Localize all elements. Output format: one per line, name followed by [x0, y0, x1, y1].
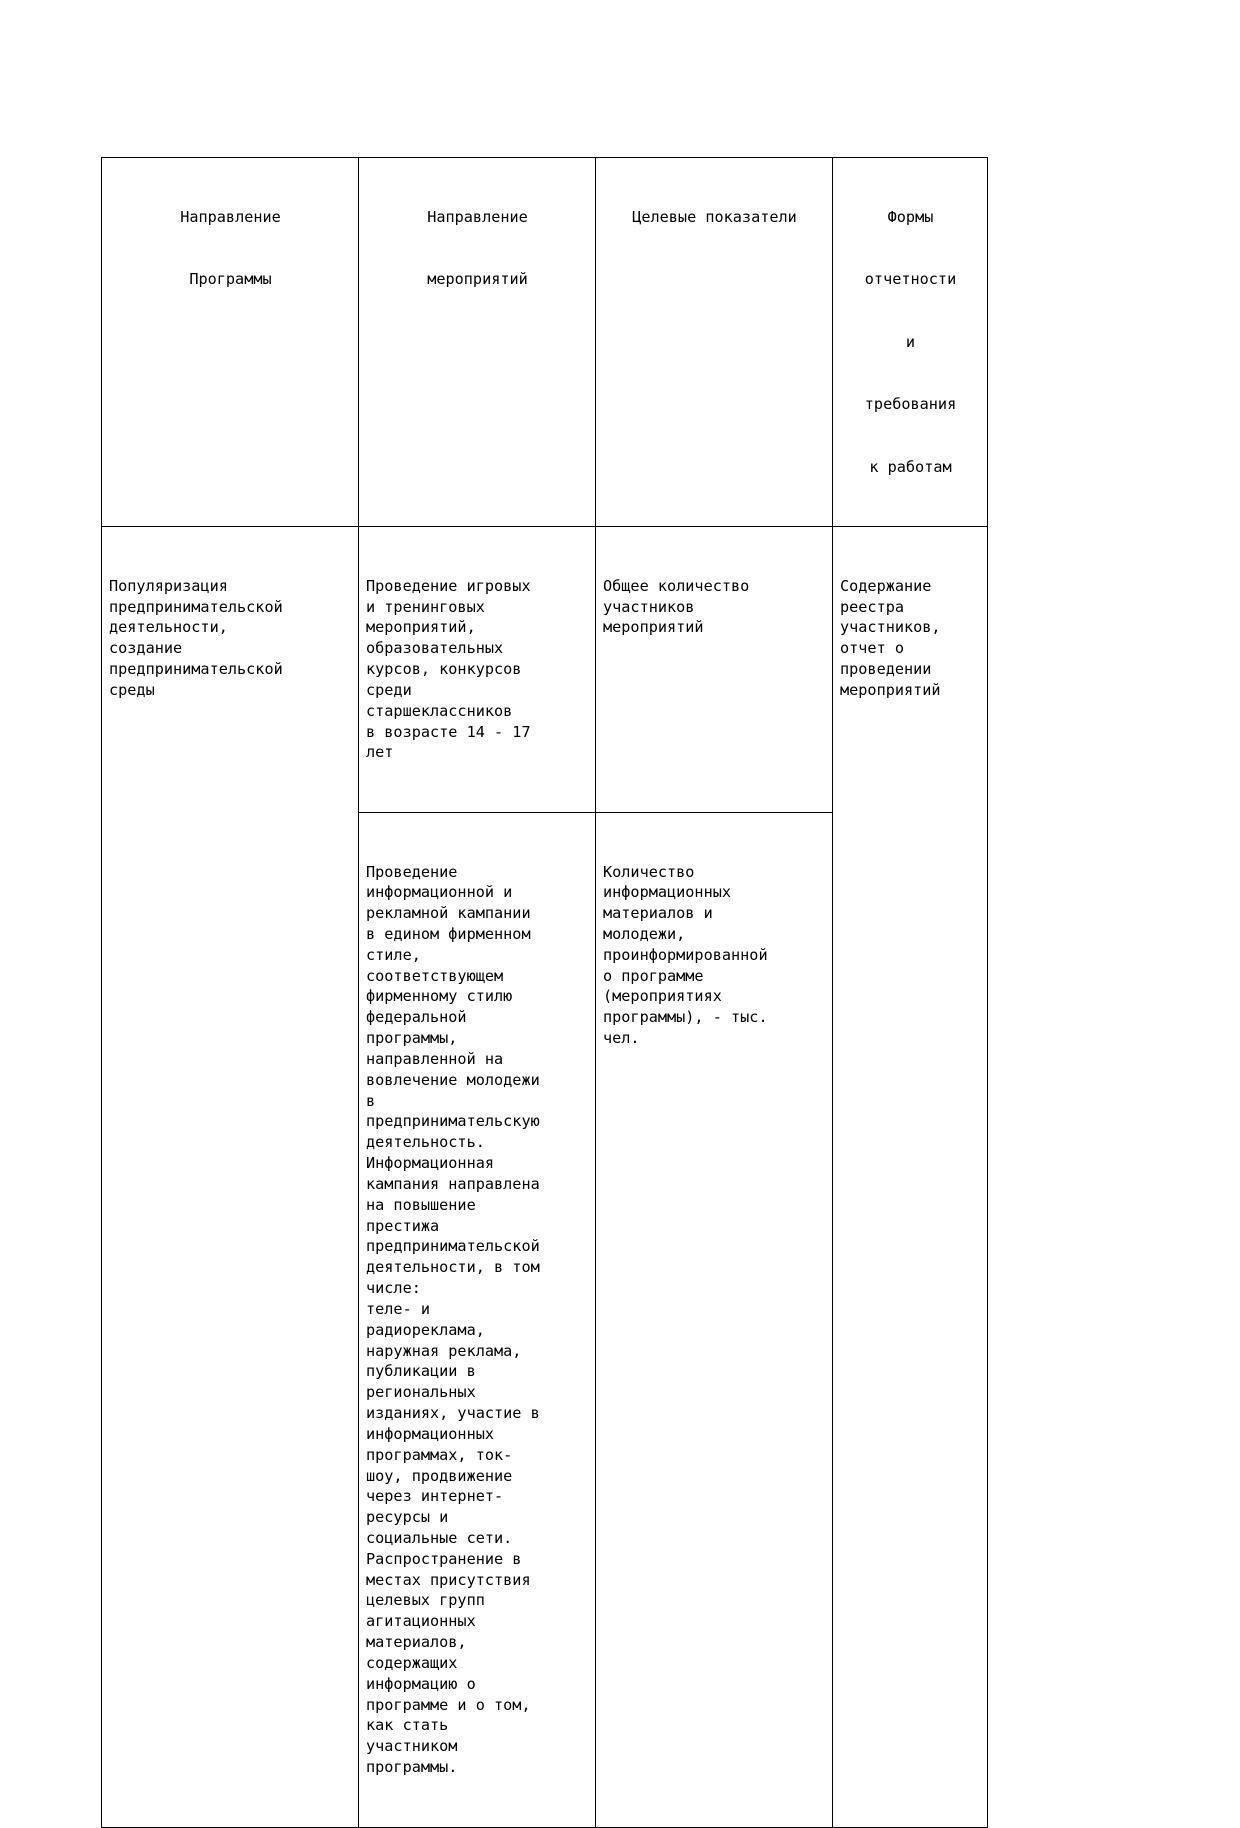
text-line: Распространение в [366, 1549, 522, 1568]
header-line: Целевые показатели [632, 207, 797, 226]
text-line: программы. [366, 1758, 458, 1777]
text-line: программе и о том, [366, 1695, 531, 1714]
text-line: курсов, конкурсов [366, 660, 522, 679]
cell-reporting-forms [833, 527, 988, 1828]
text-line: фирменному стилю [366, 987, 513, 1006]
text-line: наружная реклама, [366, 1341, 522, 1360]
text-line: отчет о [840, 639, 905, 658]
cell-text [603, 576, 826, 638]
header-cell-reporting-forms [833, 158, 988, 527]
text-line: проведении [840, 660, 932, 679]
header-line: Программы [189, 270, 272, 289]
text-line: информационной и [366, 883, 513, 902]
text-line: программах, ток- [366, 1445, 513, 1464]
cell-activity-direction [359, 812, 596, 1827]
table-header-row [102, 158, 988, 527]
text-line: мероприятий [603, 618, 704, 637]
cell-program-direction [102, 527, 359, 1828]
text-line: чел. [603, 1029, 640, 1048]
text-line: мероприятий, [366, 618, 476, 637]
cell-activity-direction [359, 527, 596, 813]
text-line: в возрасте 14 - 17 [366, 722, 531, 741]
text-line: изданиях, участие в [366, 1404, 540, 1423]
header-cell-target-indicators [596, 158, 833, 527]
text-line: предпринимательской [109, 660, 283, 679]
header-cell-program-direction [102, 158, 359, 527]
cell-text [109, 576, 352, 701]
cell-text [603, 862, 826, 1049]
text-line: Содержание [840, 576, 932, 595]
cell-target-indicators [596, 812, 833, 1827]
header-line: отчетности [864, 270, 957, 289]
header-line: и [905, 332, 916, 351]
text-line: стиле, [366, 945, 421, 964]
text-line: Проведение [366, 862, 458, 881]
text-line: публикации в [366, 1362, 476, 1381]
text-line: информацию о [366, 1674, 476, 1693]
text-line: шоу, продвижение [366, 1466, 513, 1485]
header-cell-activity-direction [359, 158, 596, 527]
text-line: целевых групп [366, 1591, 485, 1610]
text-line: участником [366, 1737, 458, 1756]
header-line: требования [864, 395, 957, 414]
text-line: (мероприятиях [603, 987, 722, 1006]
text-line: Общее количество [603, 576, 750, 595]
text-line: направленной на [366, 1049, 504, 1068]
text-line: соответствующем [366, 966, 504, 985]
text-line: предпринимательской [109, 597, 283, 616]
text-line: программы, [366, 1029, 458, 1048]
table-row [102, 527, 988, 813]
text-line: среды [109, 680, 155, 699]
cell-text [366, 576, 589, 763]
text-line: в едином фирменном [366, 924, 531, 943]
text-line: в [366, 1091, 376, 1110]
text-line: лет [366, 743, 394, 762]
text-line: как стать [366, 1716, 449, 1735]
text-line: агитационных [366, 1612, 476, 1631]
text-line: рекламной кампании [366, 904, 531, 923]
text-line: деятельность. [366, 1133, 485, 1152]
text-line: содержащих [366, 1653, 458, 1672]
text-line: региональных [366, 1383, 476, 1402]
text-line: Количество [603, 862, 695, 881]
cell-target-indicators [596, 527, 833, 813]
header-line: мероприятий [427, 270, 528, 289]
text-line: федеральной [366, 1008, 467, 1027]
text-line: участников [603, 597, 695, 616]
text-line: о программе [603, 966, 704, 985]
text-line: и тренинговых [366, 597, 485, 616]
text-line: деятельности, [109, 618, 228, 637]
header-line: к работам [869, 457, 952, 476]
text-line: ресурсы и [366, 1508, 449, 1527]
text-line: реестра [840, 597, 905, 616]
text-line: предпринимательской [366, 1237, 540, 1256]
text-line: радиореклама, [366, 1320, 485, 1339]
text-line: вовлечение молодежи [366, 1070, 540, 1089]
text-line: образовательных [366, 639, 504, 658]
text-line: информационных [603, 883, 732, 902]
text-line: создание [109, 639, 183, 658]
table-container [101, 157, 987, 1828]
text-line: на повышение [366, 1195, 476, 1214]
text-line: информационных [366, 1424, 495, 1443]
header-line: Направление [180, 207, 281, 226]
text-line: программы), - тыс. [603, 1008, 768, 1027]
cell-text [366, 862, 589, 1778]
cell-text [840, 576, 981, 701]
text-line: числе: [366, 1279, 421, 1298]
text-line: престижа [366, 1216, 440, 1235]
text-line: проинформированной [603, 945, 768, 964]
text-line: Проведение игровых [366, 576, 531, 595]
text-line: Информационная [366, 1154, 495, 1173]
text-line: материалов и [603, 904, 713, 923]
text-line: материалов, [366, 1633, 467, 1652]
text-line: среди [366, 680, 412, 699]
text-line: через интернет- [366, 1487, 504, 1506]
text-line: Популяризация [109, 576, 228, 595]
header-line: Формы [887, 207, 934, 226]
text-line: кампания направлена [366, 1174, 540, 1193]
header-line: Направление [427, 207, 528, 226]
text-line: мероприятий [840, 680, 941, 699]
text-line: молодежи, [603, 924, 686, 943]
text-line: социальные сети. [366, 1529, 513, 1547]
text-line: предпринимательскую [366, 1112, 540, 1131]
text-line: деятельности, в том [366, 1258, 540, 1277]
text-line: теле- и [366, 1299, 431, 1318]
text-line: местах присутствия [366, 1570, 531, 1589]
program-activities-table [101, 157, 988, 1828]
text-line: участников, [840, 618, 941, 637]
text-line: старшеклассников [366, 701, 513, 720]
